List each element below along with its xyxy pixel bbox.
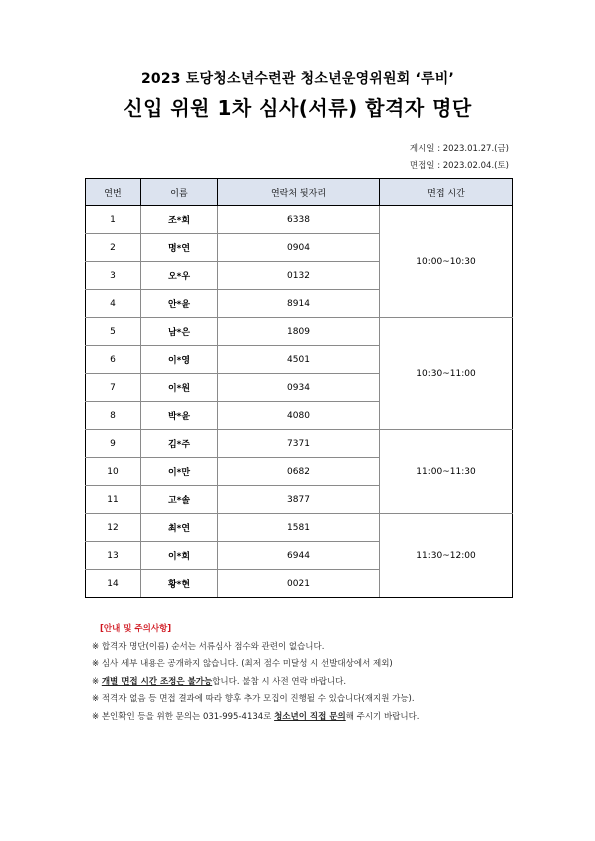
cell-phone: 0021 [218, 570, 380, 598]
applicant-table [85, 178, 513, 598]
cell-phone: 6338 [218, 206, 380, 234]
cell-phone: 0682 [218, 458, 380, 486]
cell-phone: 3877 [218, 486, 380, 514]
cell-no: 1 [86, 206, 141, 234]
cell-no: 9 [86, 430, 141, 458]
cell-phone: 7371 [218, 430, 380, 458]
cell-no: 2 [86, 234, 141, 262]
notice-text: 합니다. 불참 시 사전 연락 바랍니다. [212, 676, 347, 687]
notice-line: ※ 합격자 명단(이름) 순서는 서류심사 점수와 관련이 없습니다. [92, 641, 325, 652]
notice-section [92, 621, 420, 726]
cell-interview-time: 10:00~10:30 [380, 206, 513, 318]
header-phone: 연락처 뒷자리 [218, 179, 380, 206]
cell-no: 13 [86, 542, 141, 570]
cell-name: 명*연 [141, 234, 218, 262]
header-no: 연번 [86, 179, 141, 206]
cell-name: 이*원 [141, 374, 218, 402]
cell-name: 김*주 [141, 430, 218, 458]
cell-no: 8 [86, 402, 141, 430]
notice-line [92, 709, 420, 727]
cell-phone: 6944 [218, 542, 380, 570]
notice-text: ※ [92, 676, 102, 687]
notice-line [92, 674, 420, 692]
cell-interview-time: 10:30~11:00 [380, 318, 513, 430]
table-row [86, 514, 513, 542]
table-row [86, 430, 513, 458]
cell-no: 10 [86, 458, 141, 486]
cell-no: 11 [86, 486, 141, 514]
cell-name: 고*솔 [141, 486, 218, 514]
cell-no: 6 [86, 346, 141, 374]
notice-line: ※ 심사 세부 내용은 공개하지 않습니다. (최저 점수 미달성 시 선발대상에서 제외) [92, 659, 393, 669]
document-subtitle: 2023 토당청소년수련관 청소년운영위원회 ‘루비’ [140, 71, 455, 87]
cell-name: 안*윤 [141, 290, 218, 318]
cell-name: 박*윤 [141, 402, 218, 430]
notice-line: ※ 적격자 없음 등 면접 결과에 따라 향후 추가 모집이 진행될 수 있습니다(재지원 가능). [92, 694, 415, 704]
cell-no: 7 [86, 374, 141, 402]
header-name: 이름 [141, 179, 218, 206]
cell-name: 황*현 [141, 570, 218, 598]
document-title: 신입 위원 1차 심사(서류) 합격자 명단 [123, 96, 472, 120]
notice-heading: [안내 및 주의사항] [100, 624, 172, 634]
cell-phone: 8914 [218, 290, 380, 318]
cell-name: 남*은 [141, 318, 218, 346]
cell-phone: 4080 [218, 402, 380, 430]
cell-phone: 1581 [218, 514, 380, 542]
cell-name: 최*연 [141, 514, 218, 542]
cell-no: 3 [86, 262, 141, 290]
cell-interview-time: 11:30~12:00 [380, 514, 513, 598]
notice-text: 해 주시기 바랍니다. [345, 711, 420, 722]
cell-name: 이*만 [141, 458, 218, 486]
table-header-row [86, 179, 513, 206]
cell-name: 오*우 [141, 262, 218, 290]
cell-name: 조*희 [141, 206, 218, 234]
header-interview-time: 면접 시간 [380, 179, 513, 206]
notice-emphasis: 청소년이 직접 문의 [274, 711, 346, 722]
cell-no: 5 [86, 318, 141, 346]
notice-emphasis: 개별 면접 시간 조정은 불가능 [101, 676, 213, 687]
table-row [86, 318, 513, 346]
notice-text: ※ 본인확인 등을 위한 문의는 031-995-4134로 [92, 711, 275, 722]
cell-no: 4 [86, 290, 141, 318]
cell-phone: 4501 [218, 346, 380, 374]
cell-name: 이*영 [141, 346, 218, 374]
cell-phone: 1809 [218, 318, 380, 346]
cell-phone: 0934 [218, 374, 380, 402]
date-block [410, 141, 509, 175]
cell-interview-time: 11:00~11:30 [380, 430, 513, 514]
cell-no: 12 [86, 514, 141, 542]
interview-date: 면접일 : 2023.02.04.(토) [409, 161, 509, 171]
table-row [86, 206, 513, 234]
posted-date: 게시일 : 2023.01.27.(금) [409, 144, 509, 154]
table-body [86, 206, 513, 598]
cell-phone: 0904 [218, 234, 380, 262]
cell-no: 14 [86, 570, 141, 598]
cell-name: 이*희 [141, 542, 218, 570]
cell-phone: 0132 [218, 262, 380, 290]
